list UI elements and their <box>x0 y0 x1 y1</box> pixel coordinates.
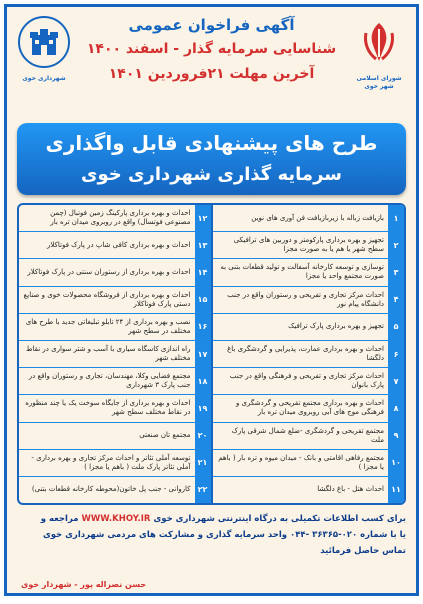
project-title: احداث مرکز تجاری و تفریحی و رستوران واقع در جنب دانشگاه پیام نور <box>227 290 384 308</box>
header <box>7 7 416 119</box>
project-title: کاروانی - جنب پل خاتون(محوطه کارخانه قطعات بتنی) <box>31 485 191 494</box>
table-row <box>19 205 211 232</box>
poster <box>4 4 419 596</box>
table-row <box>213 477 405 503</box>
table-row <box>213 232 405 259</box>
contact-line-3: تماس حاصل فرمائید <box>320 546 406 556</box>
row-number: ۲۰ <box>195 423 211 449</box>
row-number: ۲۱ <box>195 450 211 476</box>
website-link[interactable]: WWW.KHOY.IR <box>81 514 151 524</box>
table-row <box>213 395 405 422</box>
projects-column-right <box>211 205 405 503</box>
mayor-signature: حسن نصراله پور - شهردار خوی <box>21 580 147 589</box>
project-title: تجهیز و بهره برداری پارکومتر و دوربین های ترافیکی سطح شهر یا هم یا به صورت مجزا <box>233 236 384 254</box>
row-number: ۱ <box>388 205 404 231</box>
municipality-emblem-icon <box>17 15 71 69</box>
row-number: ۱۹ <box>195 395 211 421</box>
table-row <box>213 205 405 232</box>
project-title: مجتمع تان صنعتی <box>139 431 191 440</box>
row-number: ۱۵ <box>195 287 211 313</box>
project-title: مجتمع تفریحی و گردشگری -ضلع شمال شرقی پارک ملت <box>231 426 384 444</box>
project-title: احداث و بهره برداری از فروشگاه محصولات خوی و صنایع دستی پارک فوتاکلار <box>23 290 191 308</box>
project-title: احداث و بهره برداری مجتمع تفریحی و گردشگری و فرهنگی موج های آبی روبروی میدان تره بار <box>235 399 384 417</box>
projects-column-left <box>19 205 211 503</box>
row-number: ۱۶ <box>195 314 211 340</box>
project-title: نصب و بهره برداری از ۲۴ تابلو تبلیغاتی جدید با طرح های مختلف در سطح شهر <box>25 317 191 335</box>
row-number: ۱۱ <box>388 477 404 503</box>
table-row <box>19 423 211 450</box>
table-row <box>19 477 211 503</box>
project-title: احداث و بهره برداری از رستوران سنتی در پارک فوتاکلار <box>27 267 191 276</box>
projects-table <box>17 203 406 505</box>
row-number: ۸ <box>388 395 404 421</box>
row-number: ۳ <box>388 259 404 285</box>
project-title: توسازی و توسعه کارخانه آسفالت و تولید قطعات بتنی به صورت مجتمع واحد یا مجزا <box>220 263 384 281</box>
project-title: توسعه آملی تئاتر و احداث مرکز تجاری و بهره برداری - آملی تئاتر پارک ملت ( باهم یا مجزا ) <box>31 453 191 471</box>
table-row <box>213 259 405 286</box>
announcement-subtitle: شناسایی سرمایه گذار - اسفند ۱۴۰۰ <box>86 41 337 57</box>
row-number: ۱۲ <box>195 205 211 231</box>
table-row <box>213 287 405 314</box>
row-number: ۲۲ <box>195 477 211 503</box>
table-row <box>19 232 211 259</box>
row-number: ۱۳ <box>195 232 211 258</box>
project-title: احداث و بهره برداری عمارت، پذیرایی و گردشگری باغ دلگشا <box>227 345 384 363</box>
iran-emblem-icon <box>352 15 406 69</box>
contact-intro-end: مراجعه و <box>40 514 79 524</box>
table-row <box>19 395 211 422</box>
contact-line-1 <box>17 511 406 527</box>
project-title: احداث و بهره برداری کافی شاپ در پارک فوتاکلار <box>47 240 191 249</box>
announcement-titles <box>77 13 346 87</box>
table-row <box>213 341 405 368</box>
table-row <box>19 450 211 477</box>
table-row <box>19 341 211 368</box>
deadline-text: آخرین مهلت ۲۱فروردین ۱۴۰۱ <box>108 66 315 82</box>
announcement-title: آگهی فراخوان عمومی <box>128 16 295 34</box>
table-row <box>19 314 211 341</box>
municipality-logo-caption: شهرداری خوی <box>22 75 66 82</box>
table-row <box>213 423 405 450</box>
table-row <box>213 450 405 477</box>
row-number: ۷ <box>388 368 404 394</box>
council-logo <box>350 15 408 91</box>
project-title: احداث و بهره برداری پارکینگ زمین فوتبال (چمن مصنوعی فوتسال) واقع در روبروی میدان تره بار <box>50 209 191 227</box>
municipality-logo <box>15 15 73 83</box>
project-title: احداث مرکز تجاری و تفریحی و فرهنگی واقع در جنب پارک بانوان <box>229 372 384 390</box>
table-row <box>19 259 211 286</box>
contact-intro: برای کسب اطلاعات تکمیلی به درگاه اینترنتی شهرداری خوی <box>153 514 406 524</box>
project-title: مجتمع رفاهی اقامتی و بانک - میدان میوه و تره بار ( باهم یا مجزا ) <box>218 453 384 471</box>
row-number: ۱۸ <box>195 368 211 394</box>
row-number: ۹ <box>388 423 404 449</box>
banner-title: طرح های پیشنهادی قابل واگذاری <box>45 131 378 155</box>
row-number: ۵ <box>388 314 404 340</box>
row-number: ۴ <box>388 287 404 313</box>
contact-line-2: یا با شماره ۰۲۰-۳۶۳۶۵ -۰۴۴ واحد سرمایه گذاری و مشارکت های مردمی شهرداری خوی <box>42 530 406 540</box>
project-title: تجهیز و بهره برداری پارک ترافیک <box>288 322 384 331</box>
table-row <box>19 287 211 314</box>
table-row <box>213 314 405 341</box>
council-logo-caption: شورای اسلامی شهر خوی <box>356 75 402 90</box>
project-title: احداث و بهره برداری از جایگاه سوخت یک یا چند منظوره در نقاط مختلف سطح شهر <box>25 399 191 417</box>
contact-info <box>17 511 406 559</box>
project-title: بازیافت زباله با زیر‌بازیافت فن آوری های نوین <box>251 213 384 222</box>
row-number: ۱۰ <box>388 450 404 476</box>
project-title: احداث هتل - باغ دلگشا <box>317 485 384 494</box>
row-number: ۶ <box>388 341 404 367</box>
project-title: مجتمع فضایی وکلا، مهندسان، تجاری و رستوران واقع در جنب پارک ۳ شهرداری <box>28 372 191 390</box>
projects-banner <box>17 123 406 195</box>
row-number: ۲ <box>388 232 404 258</box>
banner-subtitle: سرمایه گذاری شهرداری خوی <box>81 164 342 185</box>
row-number: ۱۴ <box>195 259 211 285</box>
project-title: راه اندازی کاسگاه سیاری با آسب و شتر سواری در نقاط مختلف شهر <box>26 345 191 363</box>
row-number: ۱۷ <box>195 341 211 367</box>
table-row <box>19 368 211 395</box>
table-row <box>213 368 405 395</box>
